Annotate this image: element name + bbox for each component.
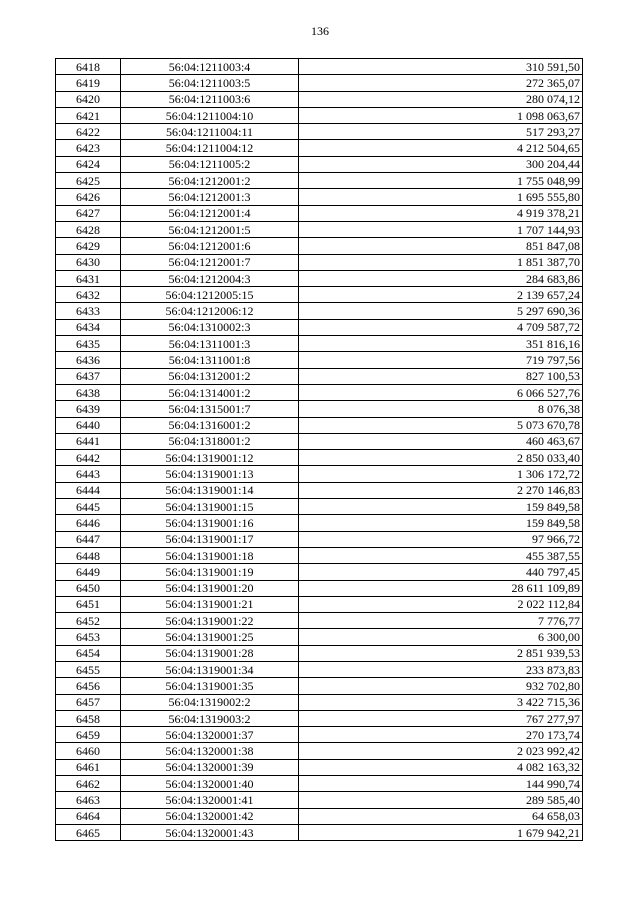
cadastral-number-cell: 56:04:1319001:34 [121,661,299,677]
value-cell: 7 776,77 [299,613,583,629]
table-row [56,91,583,107]
cadastral-number-cell: 56:04:1212004:3 [121,270,299,286]
value-cell: 159 849,58 [299,515,583,531]
value-cell: 5 073 670,78 [299,417,583,433]
value-cell: 460 463,67 [299,433,583,449]
row-number-cell: 6435 [56,336,121,352]
table-row [56,564,583,580]
cadastral-number-cell: 56:04:1212001:5 [121,221,299,237]
table-row [56,515,583,531]
row-number-cell: 6439 [56,401,121,417]
row-number-cell: 6422 [56,124,121,140]
table-row [56,107,583,123]
registry-table-body [56,59,583,841]
table-row [56,776,583,792]
cadastral-number-cell: 56:04:1316001:2 [121,417,299,433]
cadastral-number-cell: 56:04:1212001:4 [121,205,299,221]
value-cell: 1 679 942,21 [299,824,583,840]
table-row [56,221,583,237]
table-row [56,808,583,824]
row-number-cell: 6418 [56,59,121,75]
row-number-cell: 6455 [56,661,121,677]
table-row [56,499,583,515]
row-number-cell: 6462 [56,776,121,792]
table-row [56,792,583,808]
row-number-cell: 6441 [56,433,121,449]
value-cell: 1 707 144,93 [299,221,583,237]
cadastral-number-cell: 56:04:1319001:12 [121,450,299,466]
value-cell: 719 797,56 [299,352,583,368]
row-number-cell: 6440 [56,417,121,433]
cadastral-number-cell: 56:04:1319003:2 [121,710,299,726]
table-row [56,238,583,254]
table-row [56,466,583,482]
value-cell: 851 847,08 [299,238,583,254]
value-cell: 233 873,83 [299,661,583,677]
cadastral-number-cell: 56:04:1211003:5 [121,75,299,91]
cadastral-number-cell: 56:04:1311001:8 [121,352,299,368]
cadastral-number-cell: 56:04:1318001:2 [121,433,299,449]
value-cell: 300 204,44 [299,156,583,172]
table-row [56,270,583,286]
cadastral-number-cell: 56:04:1320001:39 [121,759,299,775]
table-row [56,678,583,694]
value-cell: 4 082 163,32 [299,759,583,775]
table-row [56,661,583,677]
value-cell: 351 816,16 [299,336,583,352]
row-number-cell: 6445 [56,499,121,515]
table-row [56,450,583,466]
value-cell: 284 683,86 [299,270,583,286]
row-number-cell: 6438 [56,384,121,400]
value-cell: 2 850 033,40 [299,450,583,466]
cadastral-number-cell: 56:04:1315001:7 [121,401,299,417]
row-number-cell: 6453 [56,629,121,645]
cadastral-number-cell: 56:04:1319001:20 [121,580,299,596]
cadastral-number-cell: 56:04:1320001:41 [121,792,299,808]
row-number-cell: 6463 [56,792,121,808]
table-row [56,547,583,563]
row-number-cell: 6464 [56,808,121,824]
value-cell: 280 074,12 [299,91,583,107]
row-number-cell: 6420 [56,91,121,107]
value-cell: 144 990,74 [299,776,583,792]
row-number-cell: 6426 [56,189,121,205]
value-cell: 4 709 587,72 [299,319,583,335]
row-number-cell: 6461 [56,759,121,775]
row-number-cell: 6444 [56,482,121,498]
row-number-cell: 6425 [56,173,121,189]
table-row [56,613,583,629]
table-row [56,759,583,775]
row-number-cell: 6423 [56,140,121,156]
table-row [56,727,583,743]
cadastral-number-cell: 56:04:1310002:3 [121,319,299,335]
table-row [56,156,583,172]
value-cell: 1 098 063,67 [299,107,583,123]
value-cell: 517 293,27 [299,124,583,140]
registry-table [55,58,583,841]
table-row [56,319,583,335]
row-number-cell: 6456 [56,678,121,694]
table-row [56,417,583,433]
value-cell: 827 100,53 [299,368,583,384]
table-row [56,531,583,547]
row-number-cell: 6434 [56,319,121,335]
value-cell: 932 702,80 [299,678,583,694]
value-cell: 4 212 504,65 [299,140,583,156]
value-cell: 289 585,40 [299,792,583,808]
row-number-cell: 6437 [56,368,121,384]
page-number: 136 [311,24,329,38]
table-row [56,140,583,156]
value-cell: 1 695 555,80 [299,189,583,205]
cadastral-number-cell: 56:04:1319002:2 [121,694,299,710]
row-number-cell: 6424 [56,156,121,172]
row-number-cell: 6447 [56,531,121,547]
cadastral-number-cell: 56:04:1320001:37 [121,727,299,743]
cadastral-number-cell: 56:04:1211004:11 [121,124,299,140]
row-number-cell: 6452 [56,613,121,629]
cadastral-number-cell: 56:04:1320001:43 [121,824,299,840]
value-cell: 8 076,38 [299,401,583,417]
table-row [56,173,583,189]
cadastral-number-cell: 56:04:1319001:13 [121,466,299,482]
row-number-cell: 6457 [56,694,121,710]
cadastral-number-cell: 56:04:1319001:15 [121,499,299,515]
table-row [56,645,583,661]
cadastral-number-cell: 56:04:1212006:12 [121,303,299,319]
row-number-cell: 6458 [56,710,121,726]
cadastral-number-cell: 56:04:1319001:14 [121,482,299,498]
table-row [56,401,583,417]
row-number-cell: 6449 [56,564,121,580]
table-row [56,743,583,759]
table-row [56,336,583,352]
table-row [56,710,583,726]
cadastral-number-cell: 56:04:1212001:3 [121,189,299,205]
table-row [56,580,583,596]
cadastral-number-cell: 56:04:1211004:10 [121,107,299,123]
row-number-cell: 6429 [56,238,121,254]
cadastral-number-cell: 56:04:1311001:3 [121,336,299,352]
row-number-cell: 6442 [56,450,121,466]
row-number-cell: 6419 [56,75,121,91]
cadastral-number-cell: 56:04:1319001:21 [121,596,299,612]
table-row [56,384,583,400]
table-row [56,124,583,140]
cadastral-number-cell: 56:04:1312001:2 [121,368,299,384]
value-cell: 159 849,58 [299,499,583,515]
value-cell: 28 611 109,89 [299,580,583,596]
table-row [56,189,583,205]
value-cell: 767 277,97 [299,710,583,726]
table-row [56,824,583,840]
cadastral-number-cell: 56:04:1314001:2 [121,384,299,400]
cadastral-number-cell: 56:04:1211003:4 [121,59,299,75]
value-cell: 1 851 387,70 [299,254,583,270]
cadastral-number-cell: 56:04:1319001:17 [121,531,299,547]
value-cell: 2 270 146,83 [299,482,583,498]
value-cell: 4 919 378,21 [299,205,583,221]
value-cell: 310 591,50 [299,59,583,75]
table-row [56,303,583,319]
cadastral-number-cell: 56:04:1319001:18 [121,547,299,563]
cadastral-number-cell: 56:04:1319001:28 [121,645,299,661]
value-cell: 2 851 939,53 [299,645,583,661]
table-row [56,75,583,91]
row-number-cell: 6427 [56,205,121,221]
value-cell: 5 297 690,36 [299,303,583,319]
table-row [56,596,583,612]
cadastral-number-cell: 56:04:1211004:12 [121,140,299,156]
cadastral-number-cell: 56:04:1319001:25 [121,629,299,645]
row-number-cell: 6460 [56,743,121,759]
table-row [56,694,583,710]
row-number-cell: 6428 [56,221,121,237]
value-cell: 3 422 715,36 [299,694,583,710]
cadastral-number-cell: 56:04:1319001:16 [121,515,299,531]
table-row [56,433,583,449]
value-cell: 270 173,74 [299,727,583,743]
row-number-cell: 6432 [56,287,121,303]
table-row [56,368,583,384]
cadastral-number-cell: 56:04:1319001:19 [121,564,299,580]
value-cell: 6 300,00 [299,629,583,645]
cadastral-number-cell: 56:04:1320001:42 [121,808,299,824]
cadastral-number-cell: 56:04:1320001:38 [121,743,299,759]
cadastral-number-cell: 56:04:1212001:2 [121,173,299,189]
cadastral-number-cell: 56:04:1319001:35 [121,678,299,694]
row-number-cell: 6433 [56,303,121,319]
row-number-cell: 6459 [56,727,121,743]
row-number-cell: 6421 [56,107,121,123]
value-cell: 440 797,45 [299,564,583,580]
row-number-cell: 6450 [56,580,121,596]
value-cell: 2 022 112,84 [299,596,583,612]
table-row [56,352,583,368]
value-cell: 2 139 657,24 [299,287,583,303]
row-number-cell: 6443 [56,466,121,482]
row-number-cell: 6431 [56,270,121,286]
row-number-cell: 6446 [56,515,121,531]
table-row [56,287,583,303]
value-cell: 2 023 992,42 [299,743,583,759]
cadastral-number-cell: 56:04:1212001:7 [121,254,299,270]
row-number-cell: 6451 [56,596,121,612]
row-number-cell: 6448 [56,547,121,563]
row-number-cell: 6465 [56,824,121,840]
table-row [56,629,583,645]
table-row [56,59,583,75]
value-cell: 64 658,03 [299,808,583,824]
value-cell: 97 966,72 [299,531,583,547]
table-row [56,205,583,221]
table-row [56,254,583,270]
cadastral-number-cell: 56:04:1211005:2 [121,156,299,172]
value-cell: 1 755 048,99 [299,173,583,189]
value-cell: 455 387,55 [299,547,583,563]
row-number-cell: 6436 [56,352,121,368]
row-number-cell: 6454 [56,645,121,661]
table-row [56,482,583,498]
value-cell: 6 066 527,76 [299,384,583,400]
value-cell: 272 365,07 [299,75,583,91]
cadastral-number-cell: 56:04:1212001:6 [121,238,299,254]
cadastral-number-cell: 56:04:1319001:22 [121,613,299,629]
cadastral-number-cell: 56:04:1211003:6 [121,91,299,107]
value-cell: 1 306 172,72 [299,466,583,482]
cadastral-number-cell: 56:04:1212005:15 [121,287,299,303]
cadastral-number-cell: 56:04:1320001:40 [121,776,299,792]
row-number-cell: 6430 [56,254,121,270]
